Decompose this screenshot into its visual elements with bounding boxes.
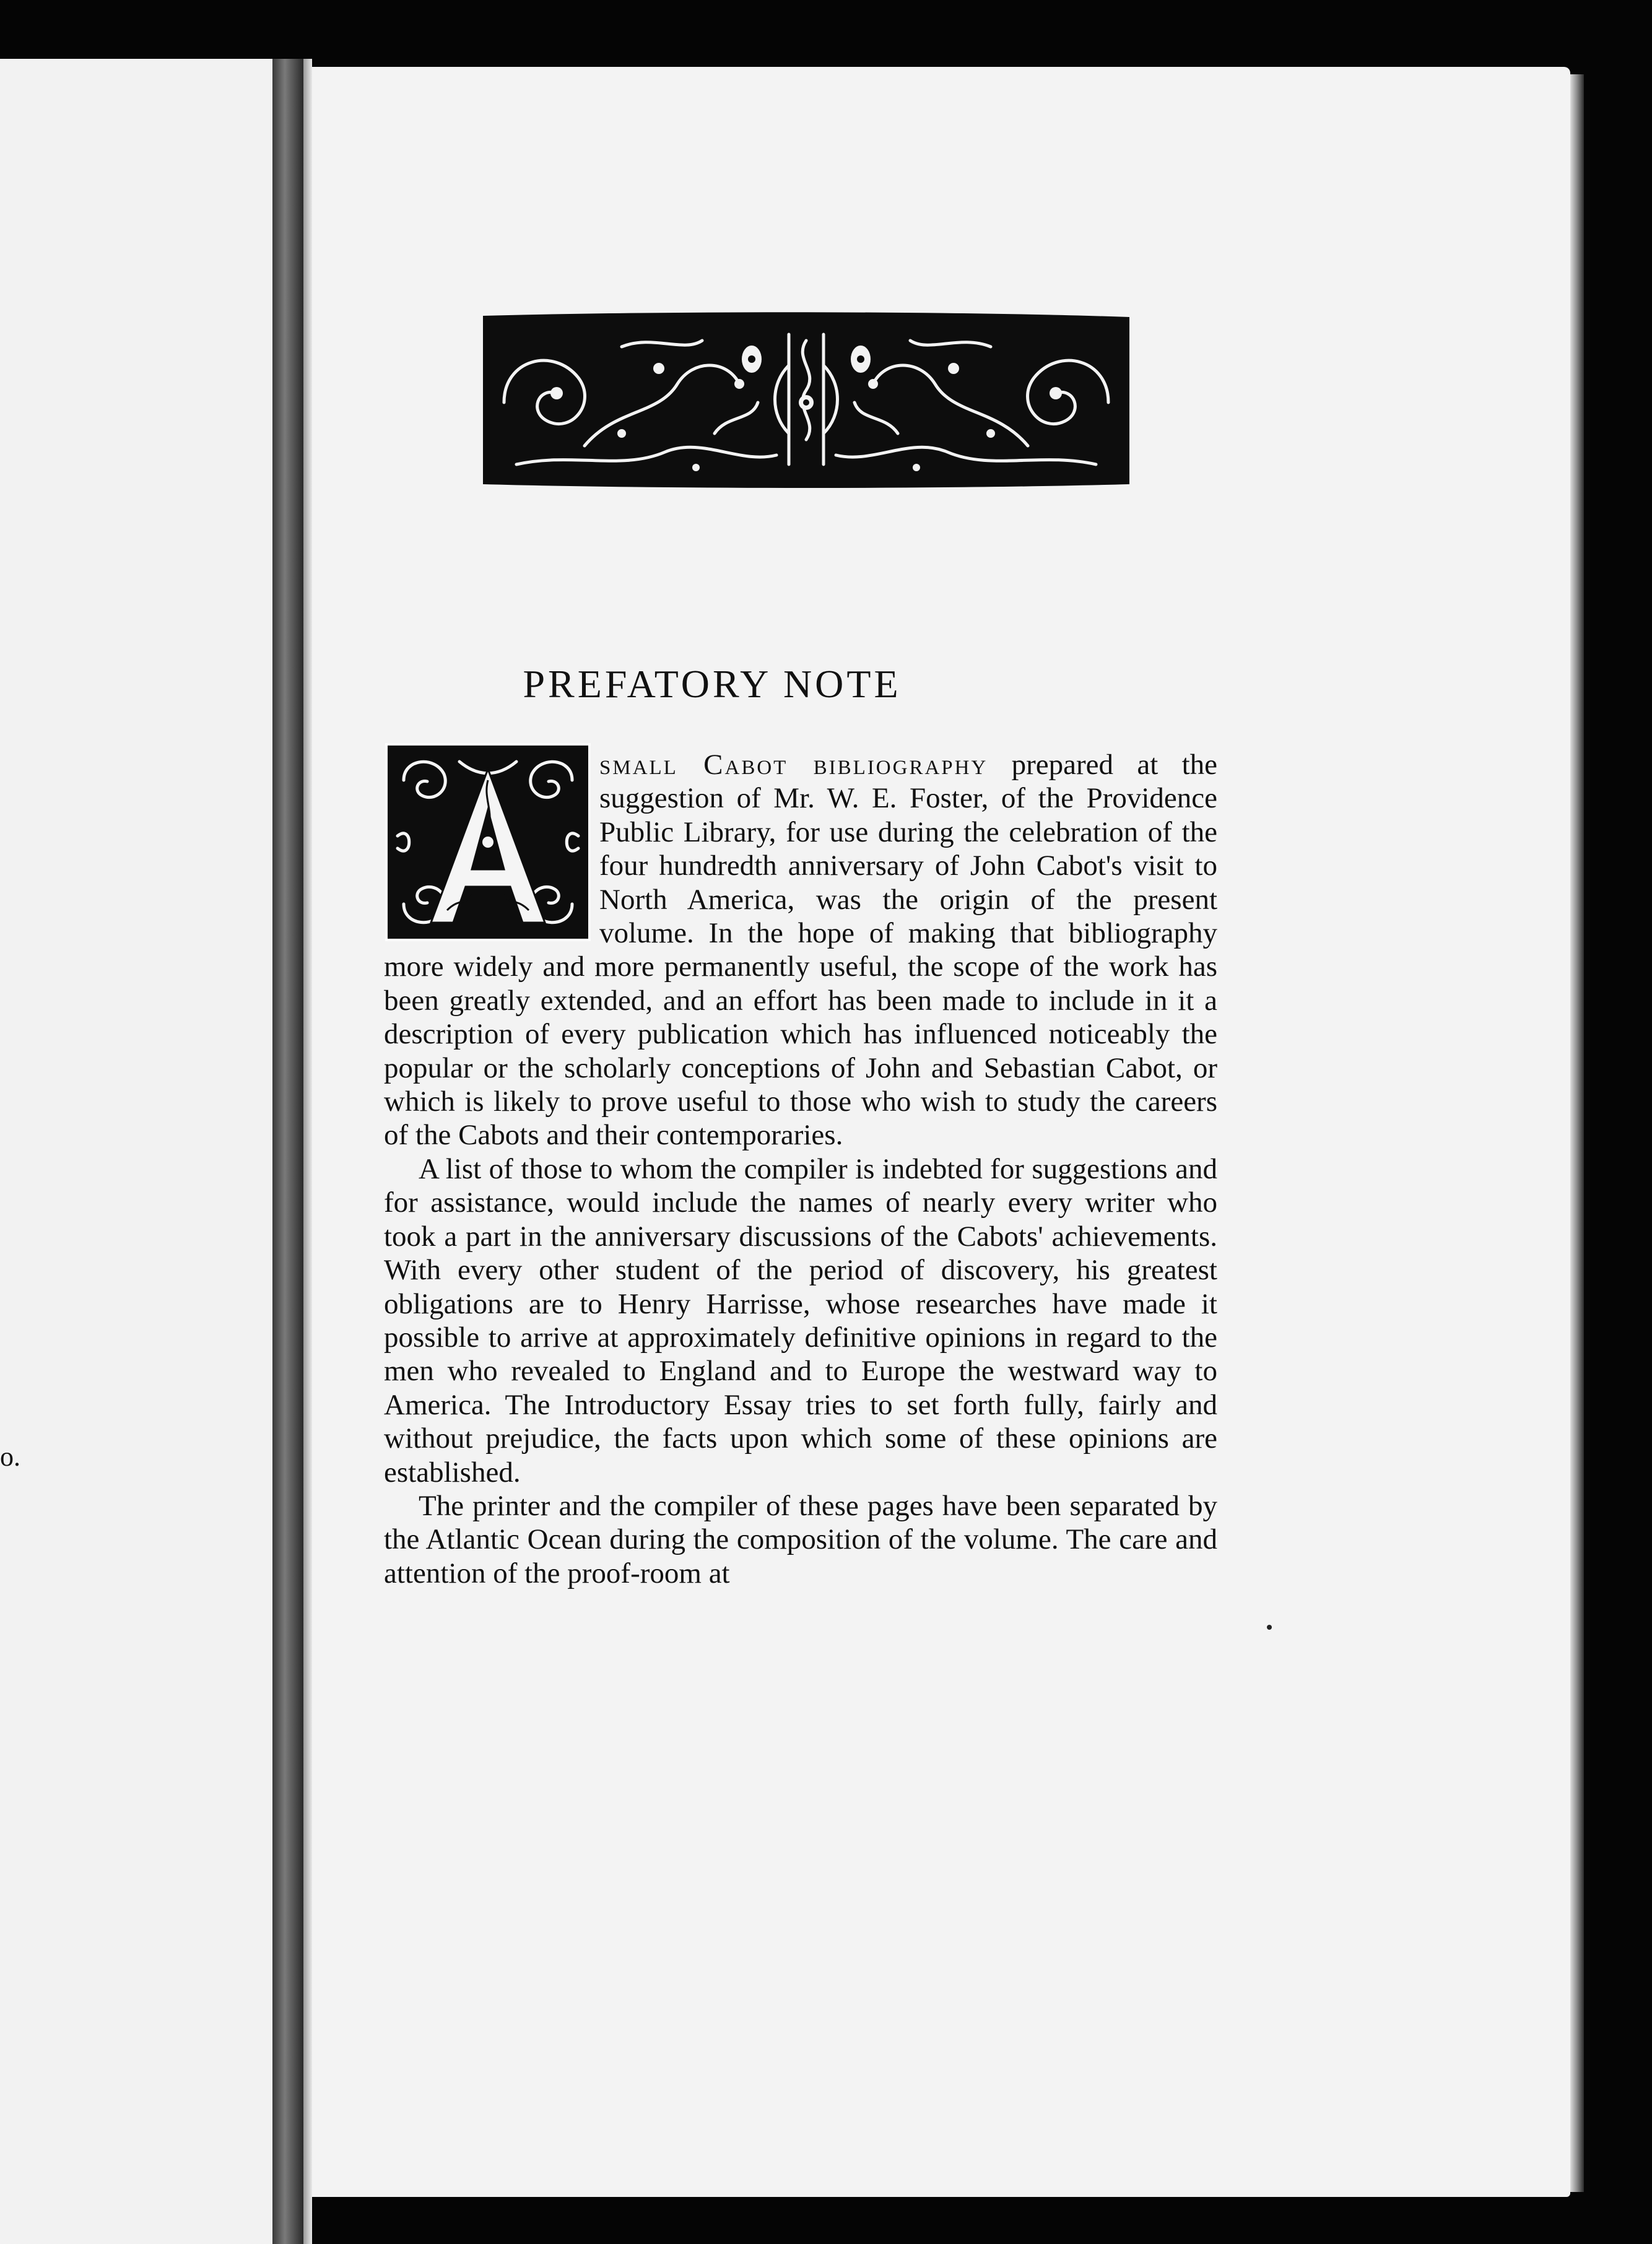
paragraph-3: The printer and the compiler of these pages have been separated by the Atlantic Ocean during the composition of the volume. The care and attention of the proof-room at: [384, 1489, 1217, 1590]
left-page: [0, 59, 272, 2244]
page-edge: [1570, 74, 1584, 2192]
gutter-edge: [303, 59, 312, 2244]
scan-speck: [1267, 1625, 1272, 1630]
book-gutter: [272, 59, 303, 2244]
drop-cap-space: [384, 748, 599, 946]
paragraph-2: A list of those to whom the compiler is indebted for suggestions and for assistance, would include the names of nearly every writer who took a part in the anniversary discussions of the Cabots' achievements. With every other student of the period of discovery, his greatest obligations are to Henry Harrisse, whose researches have made it possible to arrive at approximately definitive opinions in regard to the men who revealed to England and to Europe the westward way to America. The Introductory Essay tries to set forth fully, fairly and without prejudice, the facts upon which some of these opinions are established.: [384, 1152, 1217, 1489]
left-page-text-fragment: o.: [0, 1442, 20, 1472]
lead-in-small-caps: small Cabot bibliography: [599, 749, 988, 781]
headpiece-ornament: [479, 310, 1133, 489]
page-title: PREFATORY NOTE: [523, 662, 902, 706]
paragraph-1-text: prepared at the suggestion of Mr. W. E. Foster, of the Providence Public Library, for use during the celebration of the four hundredth anniversary of John Cabot's visit to North America, was the origin of the present volume. In the hope of making that bibliography more widely and more permanently useful, the scope of the work has been greatly extended, and an effort has been made to include in it a description of every publication which has influenced noticeably the popular or the scholarly conceptions of John and Sebastian Cabot, or which is likely to prove useful to those who wish to study the careers of the Cabots and their contemporaries.: [384, 749, 1217, 1152]
prefatory-note-body: [384, 748, 1217, 1590]
